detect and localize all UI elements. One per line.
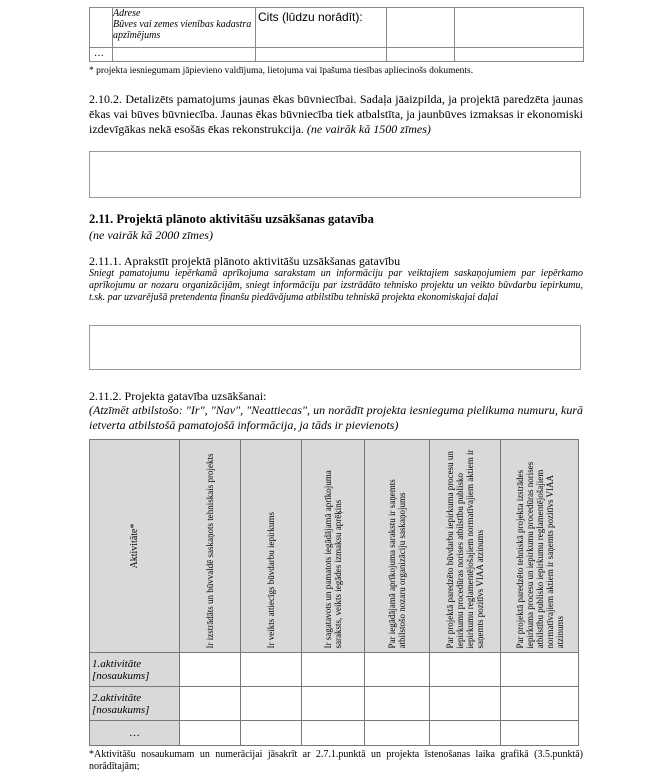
ellipsis-cell: … bbox=[90, 48, 113, 62]
table-row bbox=[90, 687, 579, 721]
footnote-bottom: *Aktivitāšu nosaukumam un numerācijai jāsakrīt ar 2.7.1.punktā un projekta īstenošanas laika grafikā (3.5.punktā) norādītajām; bbox=[89, 749, 583, 772]
readiness-table bbox=[89, 439, 579, 746]
table-row bbox=[90, 653, 579, 687]
footnote-top: * projekta iesniegumam jāpievieno valdījuma, lietojuma vai īpašuma tiesības apliecinošs dokuments. bbox=[89, 66, 474, 76]
answer-cell[interactable] bbox=[180, 687, 241, 721]
detail-justification-input[interactable] bbox=[89, 151, 581, 198]
answer-cell[interactable] bbox=[365, 687, 430, 721]
answer-cell[interactable] bbox=[180, 653, 241, 687]
location-table bbox=[89, 7, 584, 62]
empty-cell bbox=[455, 8, 584, 48]
answer-cell[interactable] bbox=[501, 653, 579, 687]
header-equipment-list: Ir sagatavots un pamatots iegādājamā aprīkojuma saraksts, veikts iegādes izmaksu aprēķins bbox=[302, 440, 365, 653]
activity-cell: … bbox=[90, 721, 180, 746]
answer-cell[interactable] bbox=[241, 687, 302, 721]
section-2-11-2-title: 2.11.2. Projekta gatavība uzsākšanai: bbox=[89, 389, 267, 403]
address-label: Adrese bbox=[113, 8, 141, 19]
cadastre-label: Būves vai zemes vienības kadastra apzīmējums bbox=[113, 19, 252, 41]
answer-cell[interactable] bbox=[302, 653, 365, 687]
address-cell bbox=[113, 8, 256, 48]
section-2-11-limit: (ne vairāk kā 2000 zīmes) bbox=[89, 228, 213, 242]
answer-cell[interactable] bbox=[365, 653, 430, 687]
header-construction-procurement: Ir veikts attiecīgs būvdarbu iepirkums bbox=[241, 440, 302, 653]
answer-cell[interactable] bbox=[241, 653, 302, 687]
section-2-11-title: 2.11. Projektā plānoto aktivitāšu uzsākšanas gatavība bbox=[89, 212, 374, 226]
answer-cell[interactable] bbox=[501, 687, 579, 721]
readiness-description-input[interactable] bbox=[89, 325, 581, 370]
section-2-11-2-desc: (Atzīmēt atbilstošo: "Ir", "Nav", "Neattiecas", un norādīt projekta iesnieguma pielikuma numuru, kurā ietverta atbilstošā pamatojošā informācija, ja tāds ir pievienots) bbox=[89, 403, 583, 432]
answer-cell[interactable] bbox=[302, 687, 365, 721]
header-industry-approval: Par iegādājamā aprīkojuma sarakstu ir saņemts atbilstošo nozaru organizāciju saskaņojums bbox=[365, 440, 430, 653]
section-2-10-2 bbox=[89, 92, 583, 137]
section-2-10-2-limit: (ne vairāk kā 1500 zīmes) bbox=[306, 122, 431, 136]
section-2-10-2-text: 2.10.2. Detalizēts pamatojums jaunas ēkas būvniecībai. Sadaļa jāaizpilda, ja projektā paredzēta jaunas ēkas vai būves būvniecība. Jaunas ēkas būvniecība tiek atbalstīta, ja jaunbūves izmaksas ir ekonomiski izdevīgākas nekā esošās ēkas rekonstrukcija. bbox=[89, 92, 583, 136]
activity-cell: 1.aktivitāte [nosaukums] bbox=[90, 653, 180, 687]
activity-cell: 2.aktivitāte [nosaukums] bbox=[90, 687, 180, 721]
empty-cell bbox=[90, 8, 113, 48]
section-2-11-1-title: 2.11.1. Aprakstīt projektā plānoto aktivitāšu uzsākšanas gatavību bbox=[89, 254, 401, 268]
header-viaa-technical: Par projektā paredzēto tehniskā projekta izstrādes iepirkuma procesu un iepirkumu procedūras norises atbilstību publisko iepirkumu reglamentējošajiem normatīvajiem aktiem ir saņemts pozitīvs VIAA atzinums bbox=[501, 440, 579, 653]
other-label: Cits (lūdzu norādīt): bbox=[256, 8, 387, 48]
section-2-11-1-desc: Sniegt pamatojumu iepērkamā aprīkojuma sarakstam un informāciju par veiktajiem saskaņojumiem par iepērkamo aprīkojumu ar nozaru organizācijām, sniegt informāciju par izstrādāto tehnisko projektu un veikto būvdarbu iepirkumu, t.sk. par uzvarējušā pretendenta finanšu piedāvājuma atbilstību tehniskā projekta ekonomiskajai daļai bbox=[89, 268, 583, 303]
other-value-cell[interactable] bbox=[387, 8, 455, 48]
header-viaa-construction: Par projektā paredzēto būvdarbu iepirkuma procesu un iepirkumu procedūras norises atbilstību publisko iepirkumu reglamentējošajiem normatīvajiem aktiem ir saņemts pozitīvs VIAA atzinums bbox=[430, 440, 501, 653]
header-technical-project: Ir izstrādāts un būvvaldē saskaņots tehniskais projekts bbox=[180, 440, 241, 653]
table-row bbox=[90, 721, 579, 746]
answer-cell[interactable] bbox=[430, 653, 501, 687]
answer-cell[interactable] bbox=[430, 687, 501, 721]
header-activity: Aktivitāte* bbox=[90, 440, 180, 653]
